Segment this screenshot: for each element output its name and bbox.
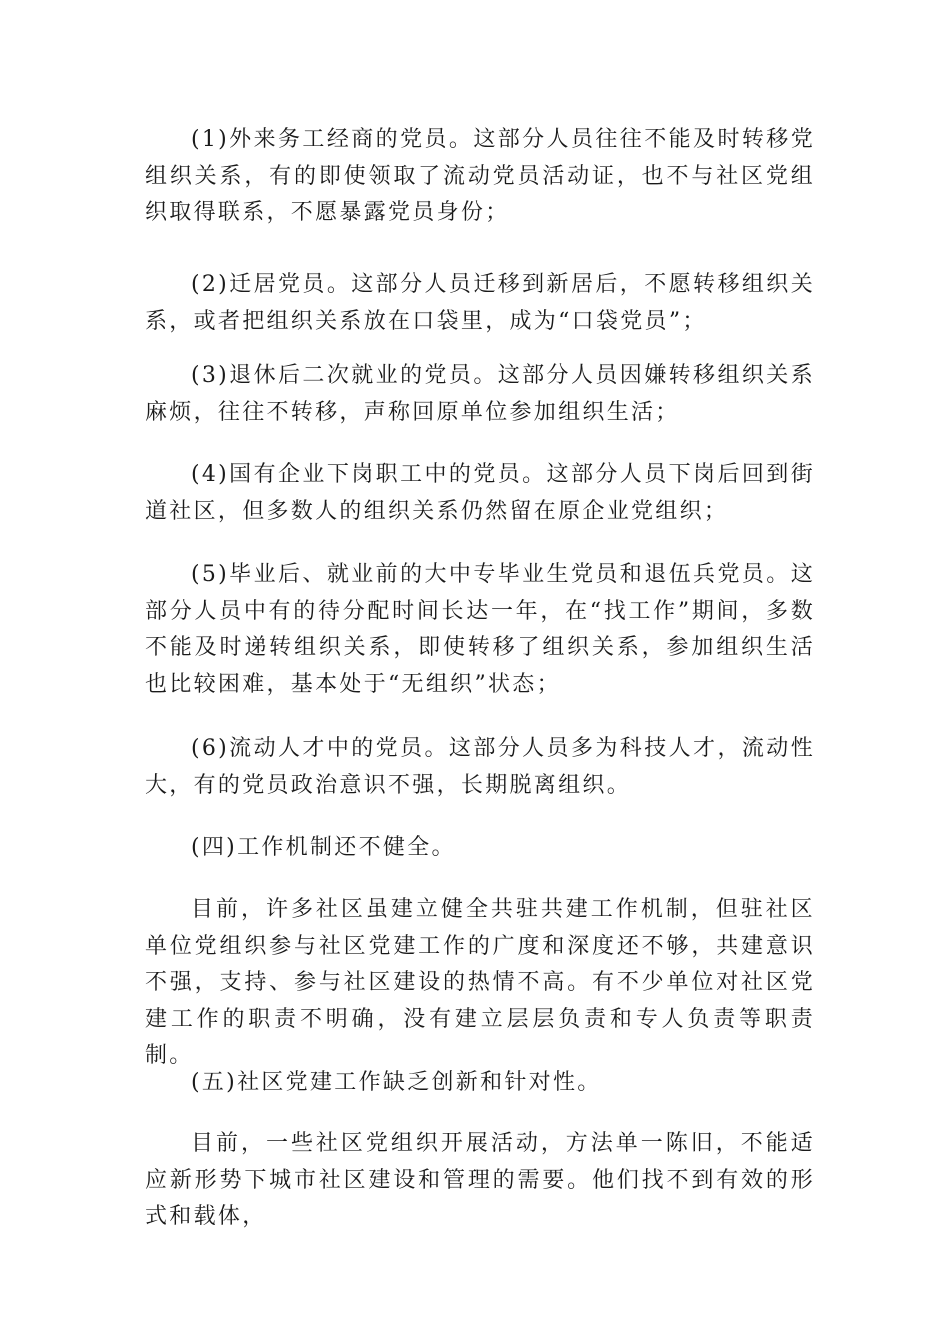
paragraph-item-4: (4)国有企业下岗职工中的党员。这部分人员下岗后回到街道社区，但多数人的组织关系仍然留在原企业党组织；: [145, 462, 815, 524]
paragraph-item-1: (1)外来务工经商的党员。这部分人员往往不能及时转移党组织关系，有的即使领取了流动党员活动证，也不与社区党组织取得联系，不愿暴露党员身份；: [145, 127, 815, 225]
paragraph-item-6: (6)流动人才中的党员。这部分人员多为科技人才，流动性大，有的党员政治意识不强，长期脱离组织。: [145, 736, 815, 798]
section-heading-4: (四)工作机制还不健全。: [191, 835, 456, 860]
paragraph-body-1: 目前，许多社区虽建立健全共驻共建工作机制，但驻社区单位党组织参与社区党建工作的广度和深度还不够，共建意识不强，支持、参与社区建设的热情不高。有不少单位对社区党建工作的职责不明确，没有建立层层负责和专人负责等职责制。: [145, 897, 815, 1068]
paragraph-item-2: (2)迁居党员。这部分人员迁移到新居后，不愿转移组织关系，或者把组织关系放在口袋里，成为“口袋党员”；: [145, 272, 815, 334]
paragraph-body-2: 目前，一些社区党组织开展活动，方法单一陈旧，不能适应新形势下城市社区建设和管理的需要。他们找不到有效的形式和载体，: [145, 1131, 815, 1229]
paragraph-item-3: (3)退休后二次就业的党员。这部分人员因嫌转移组织关系麻烦，往往不转移，声称回原单位参加组织生活；: [145, 363, 815, 425]
section-heading-5: (五)社区党建工作缺乏创新和针对性。: [191, 1070, 602, 1095]
paragraph-item-5: (5)毕业后、就业前的大中专毕业生党员和退伍兵党员。这部分人员中有的待分配时间长达一年，在“找工作”期间，多数不能及时递转组织关系，即使转移了组织关系，参加组织生活也比较困难，基本处于“无组织”状态；: [145, 562, 815, 697]
